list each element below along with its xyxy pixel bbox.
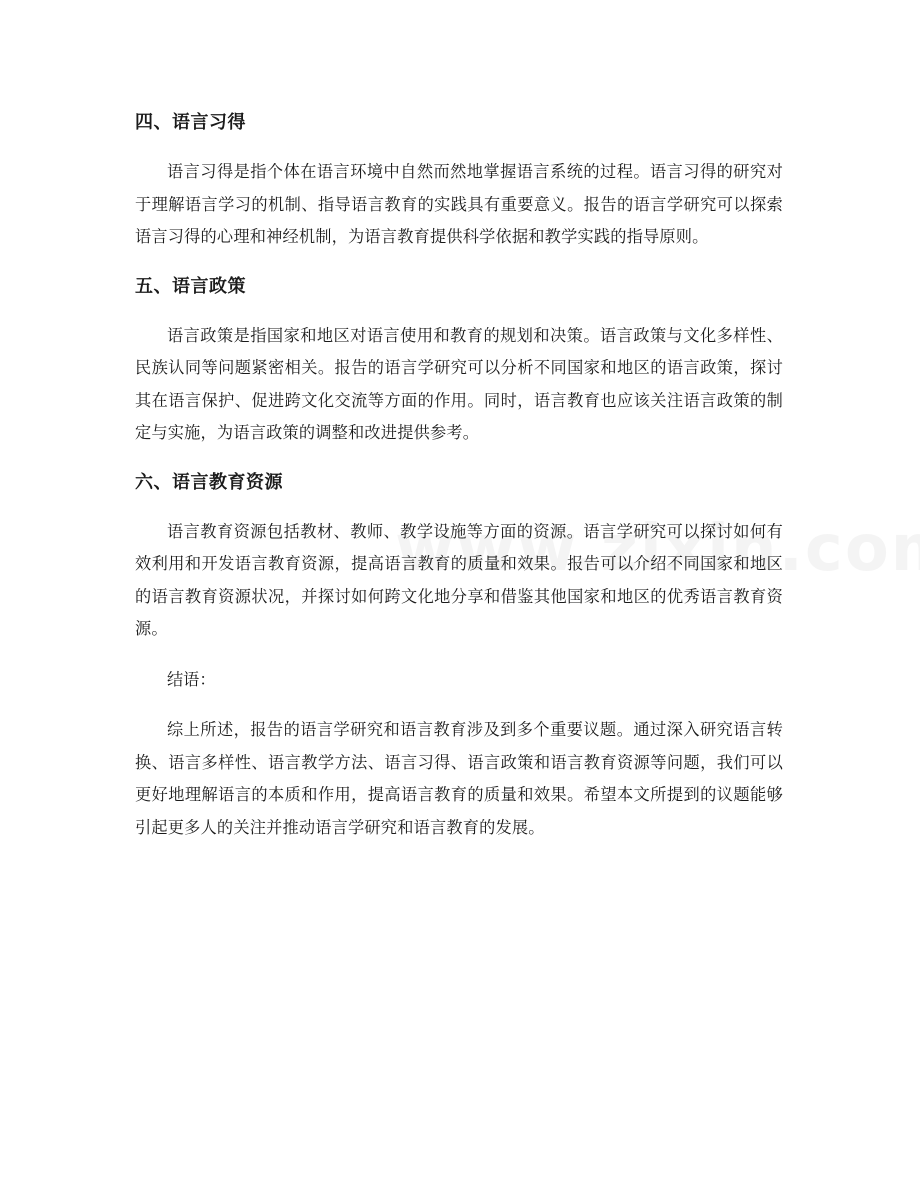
section-conclusion (135, 664, 783, 845)
conclusion-paragraph: 综上所述，报告的语言学研究和语言教育涉及到多个重要议题。通过深入研究语言转换、语言多样性、语言教学方法、语言习得、语言政策和语言教育资源等问题，我们可以更好地理解语言的本质和作用，提高语言教育的质量和效果。希望本文所提到的议题能够引起更多人的关注并推动语言学研究和语言教育的发展。 (135, 720, 783, 837)
section-language-acquisition (135, 108, 783, 254)
section-paragraph: 语言习得是指个体在语言环境中自然而然地掌握语言系统的过程。语言习得的研究对于理解语言学习的机制、指导语言教育的实践具有重要意义。报告的语言学研究可以探索语言习得的心理和神经机制，为语言教育提供科学依据和教学实践的指导原则。 (135, 162, 783, 246)
document-body (135, 108, 783, 862)
section-heading: 四、语言习得 (135, 112, 246, 133)
section-heading: 六、语言教育资源 (135, 471, 283, 493)
section-heading: 五、语言政策 (135, 275, 246, 297)
section-education-resources (135, 468, 783, 646)
section-paragraph: 语言教育资源包括教材、教师、教学设施等方面的资源。语言学研究可以探讨如何有效利用和开发语言教育资源，提高语言教育的质量和效果。报告可以介绍不同国家和地区的语言教育资源状况，并探讨如何跨文化地分享和借鉴其他国家和地区的优秀语言教育资源。 (135, 521, 783, 638)
section-language-policy (135, 272, 783, 450)
conclusion-label: 结语： (167, 669, 216, 689)
section-paragraph: 语言政策是指国家和地区对语言使用和教育的规划和决策。语言政策与文化多样性、民族认同等问题紧密相关。报告的语言学研究可以分析不同国家和地区的语言政策，探讨其在语言保护、促进跨文化交流等方面的作用。同时，语言教育也应该关注语言政策的制定与实施，为语言政策的调整和改进提供参考。 (135, 325, 783, 442)
